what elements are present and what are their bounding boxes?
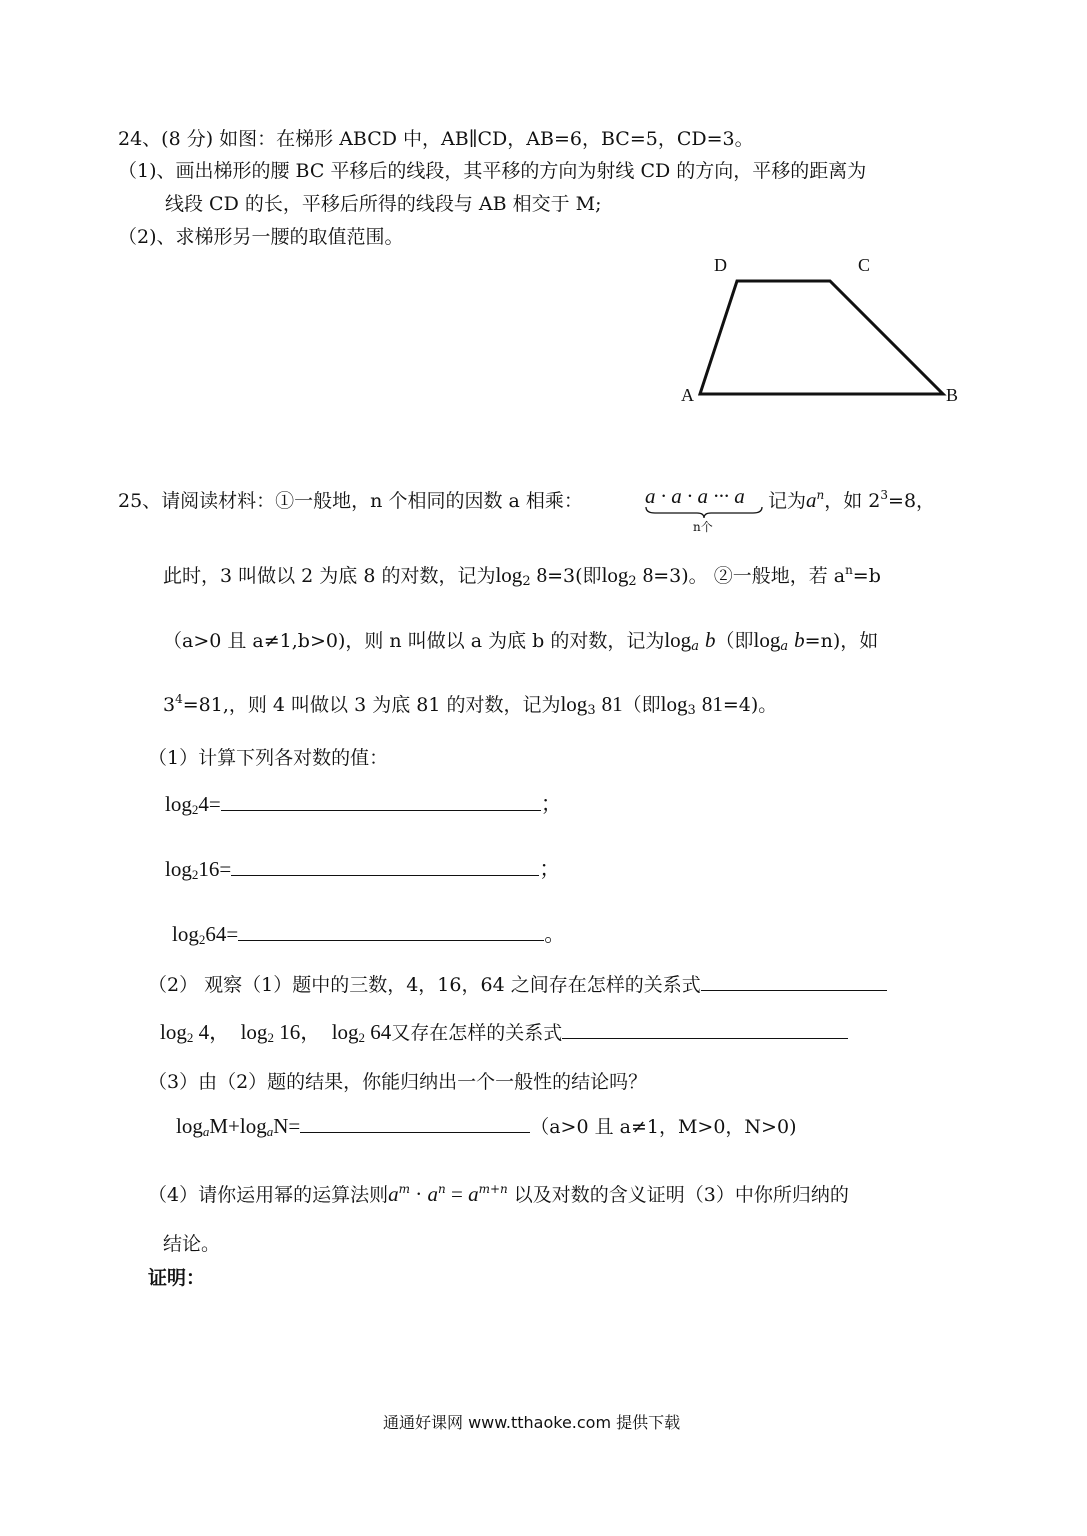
log-arg: 8 <box>536 563 548 587</box>
label-c: C <box>858 255 871 275</box>
proof-label: 证明： <box>148 1267 206 1289</box>
log-text: log <box>560 692 588 716</box>
log-arg: b <box>705 628 716 652</box>
q24-line2: （1)、画出梯形的腰 BC 平移后的线段，其平移的方向为射线 CD 的方向，平移的距离为 <box>118 160 867 182</box>
q24-line1: 24、(8 分) 如图：在梯形 ABCD 中，AB∥CD，AB=6，BC=5，CD=3。 <box>118 128 754 150</box>
log-text: log <box>240 1020 268 1044</box>
log-arg: 64 <box>370 1020 392 1044</box>
q25-exp-n: n <box>845 563 853 577</box>
log-base: a <box>691 639 699 654</box>
q25-l2-f: =b <box>852 565 881 587</box>
q25-p4b: 以及对数的含义证明（3）中你所归纳的 <box>513 1184 849 1206</box>
footer-text: 通通好课网 www.tthaoke.com 提供下载 <box>383 1413 681 1432</box>
trapezoid-abcd <box>700 281 943 394</box>
calc-end: ； <box>540 792 562 816</box>
q25-intro-mid: 记为 <box>768 490 807 512</box>
q25-p2a-text: （2） 观察（1）题中的三数，4，16，64 之间存在怎样的关系式 <box>148 974 701 996</box>
log-base: 2 <box>191 802 199 817</box>
log-text: log <box>176 1114 203 1138</box>
log-base: a <box>266 1124 274 1139</box>
log-arg: 4= <box>198 792 221 816</box>
log-text: log <box>331 1020 359 1044</box>
formula-n: N= <box>273 1114 301 1138</box>
q24-line4: （2)、求梯形另一腰的取值范围。 <box>118 226 404 248</box>
q25-l2-d: =3)。 ②一般地，若 a <box>653 565 846 587</box>
label-d: D <box>714 255 727 275</box>
calc-row-1 <box>165 788 562 818</box>
q25-intro-rest <box>768 486 935 513</box>
calc-row-2 <box>165 853 560 883</box>
q25-intro-suffix: ，如 2 <box>824 490 881 512</box>
q25-l4-b: =81,，则 4 叫做以 3 为底 81 的对数，记为 <box>182 694 561 716</box>
log-arg: 8 <box>642 563 654 587</box>
q25-p3-condition: （a>0 且 a≠1，M>0，N>0) <box>530 1116 797 1138</box>
log-base: 2 <box>522 574 531 589</box>
log-base: 2 <box>628 574 637 589</box>
log-base: 2 <box>186 1030 194 1045</box>
log-text: log <box>601 563 629 587</box>
log-base: 2 <box>358 1030 366 1045</box>
q25-a: a <box>806 488 817 512</box>
log-text: log <box>160 1020 187 1044</box>
log-arg: 16， <box>279 1020 322 1044</box>
power-m: m <box>398 1182 410 1196</box>
answer-blank[interactable] <box>300 1131 530 1133</box>
log-base: 2 <box>198 932 206 947</box>
log-arg: b <box>794 628 805 652</box>
q25-intro-end: =8， <box>888 490 936 512</box>
q25-intro <box>118 486 583 513</box>
calc-end: ； <box>539 857 561 881</box>
log-text: log <box>165 792 192 816</box>
label-a: A <box>681 385 694 405</box>
q25-exp3: 3 <box>880 488 889 502</box>
q25-product: a · a · a ··· a <box>645 484 745 508</box>
q25-intro-prefix: 25、请阅读材料：①一般地，n 个相同的因数 a 相乘： <box>118 490 583 512</box>
log-text: log <box>495 563 523 587</box>
q25-l2-a: 此时，3 叫做以 2 为底 8 的对数，记为 <box>163 565 496 587</box>
answer-blank[interactable] <box>562 1037 848 1039</box>
q25-part1: （1）计算下列各对数的值： <box>148 747 389 769</box>
log-text: log <box>239 1114 267 1138</box>
calc-row-3 <box>172 918 565 948</box>
power-a: a <box>388 1182 399 1206</box>
calc-end: 。 <box>544 922 566 946</box>
log-text: log <box>660 692 688 716</box>
q25-part3-formula <box>176 1112 796 1140</box>
formula-m: M+ <box>209 1114 240 1138</box>
log-base: 2 <box>191 867 199 882</box>
log-text: log <box>753 628 781 652</box>
q25-part2a <box>148 970 887 997</box>
q25-part4: （4）请你运用幂的运算法则$a^m \cdot a^n = a^{m+n}$ 以及对数的含义证明（3）中你所归纳的 <box>148 1182 849 1206</box>
q25-line4 <box>163 690 777 718</box>
q25-l3-d: =n)，如 <box>804 630 879 652</box>
answer-blank[interactable] <box>221 809 541 811</box>
q25-l4-d: （即 <box>622 694 661 716</box>
q24-line3: 线段 CD 的长，平移后所得的线段与 AB 相交于 M; <box>165 193 602 215</box>
power-mn: m+n <box>478 1182 508 1196</box>
log-arg: 81 <box>601 692 623 716</box>
q25-l4-e: =4)。 <box>722 694 778 716</box>
q25-l3-a: （a>0 且 a≠1,b>0)，则 n 叫做以 a 为底 b 的对数，记为 <box>163 630 665 652</box>
q25-line3 <box>163 626 878 654</box>
q25-p4a: （4）请你运用幂的运算法则 <box>148 1184 389 1206</box>
brace-label: n个 <box>693 520 713 534</box>
q25-p2b-end: 又存在怎样的关系式 <box>391 1022 563 1044</box>
answer-blank[interactable] <box>238 939 544 941</box>
q25-l3-c: （即 <box>715 630 754 652</box>
q25-part2b <box>160 1016 848 1046</box>
power-a: a <box>427 1182 438 1206</box>
q25-part3: （3）由（2）题的结果，你能归纳出一个一般性的结论吗？ <box>148 1071 648 1093</box>
log-arg: 64= <box>205 922 239 946</box>
log-text: log <box>664 628 692 652</box>
log-arg: 16= <box>198 857 232 881</box>
power-a: a <box>468 1182 479 1206</box>
q25-l2-c: =3(即 <box>547 565 602 587</box>
q25-part4-cont: 结论。 <box>163 1233 221 1255</box>
label-b: B <box>946 385 959 405</box>
underbrace <box>645 505 763 519</box>
q25-line2 <box>163 561 881 589</box>
log-text: log <box>165 857 192 881</box>
q25-exp4: 4 <box>175 692 183 706</box>
answer-blank[interactable] <box>231 874 539 876</box>
log-text: log <box>172 922 199 946</box>
q25-l4-a: 3 <box>163 694 176 716</box>
q25-n: n <box>816 488 825 502</box>
log-base: 2 <box>267 1030 274 1045</box>
log-base: a <box>780 639 789 654</box>
power-n: n <box>437 1182 446 1196</box>
log-base: a <box>202 1124 210 1139</box>
log-base: 3 <box>587 703 596 718</box>
log-arg: 81 <box>701 692 723 716</box>
log-base: 3 <box>687 703 696 718</box>
log-arg: 4， <box>198 1020 231 1044</box>
answer-blank[interactable] <box>701 989 887 991</box>
